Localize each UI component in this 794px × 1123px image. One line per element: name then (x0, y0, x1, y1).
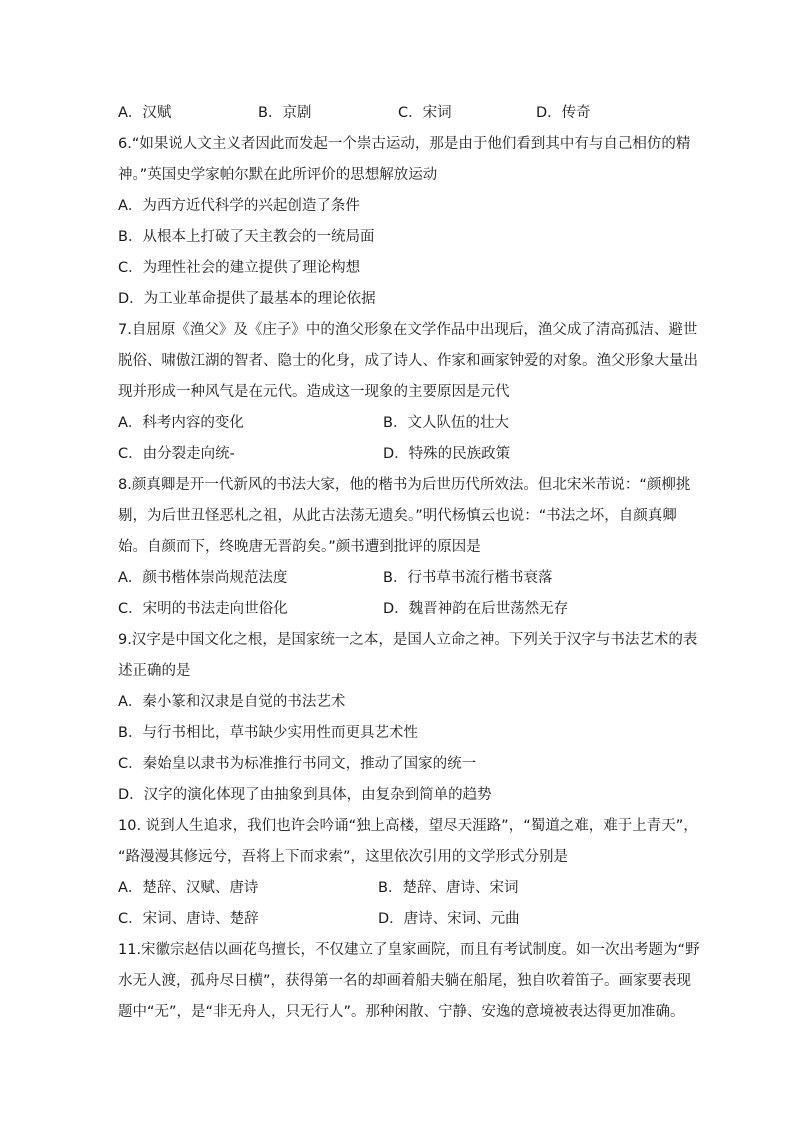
q6-stem-line-2: 神。”英国史学家帕尔默在此所评价的思想解放运动 (118, 167, 438, 183)
q8-option-c: C．宋明的书法走向世俗化 (118, 601, 288, 617)
q7-option-c: C．由分裂走向统- (118, 446, 235, 462)
q5-option-c: C．宋词 (398, 105, 452, 121)
q7-stem-line-3: 现并形成一种风气是在元代。造成这一现象的主要原因是元代 (118, 384, 510, 400)
q8-stem-line-1: 8.颜真卿是开一代新风的书法大家，他的楷书为后世历代所效法。但北宋米芾说：“颜柳挑 (118, 477, 691, 493)
q11-stem-line-2: 水无人渡，孤舟尽日横”，获得第一名的却画着船夫躺在船尾，独自吹着笛子。画家要表现 (118, 973, 692, 989)
q9-option-a: A．秦小篆和汉隶是自觉的书法艺术 (118, 694, 346, 710)
q7-stem-line-2: 脱俗、啸傲江湖的智者、隐士的化身，成了诗人、作家和画家钟爱的对象。渔父形象大量出 (118, 353, 698, 369)
q11-stem-line-3: 题中“无”，是“非无舟人，只无行人”。那种闲散、宁静、安逸的意境被表达得更加准确。 (118, 1004, 685, 1020)
q6-option-a: A．为西方近代科学的兴起创造了条件 (118, 198, 360, 214)
q8-stem-line-3: 始。自颜而下，终晚唐无晋韵矣。”颜书遭到批评的原因是 (118, 539, 481, 555)
q10-stem-line-1: 10. 说到人生追求，我们也许会吟诵“独上高楼，望尽天涯路”，“蜀道之难，难于上青天”， (118, 818, 698, 834)
q5-option-d: D．传奇 (536, 105, 591, 121)
q7-option-a: A．科考内容的变化 (118, 415, 244, 431)
q7-option-d: D．特殊的民族政策 (383, 446, 511, 462)
q10-option-d: D．唐诗、宋词、元曲 (378, 911, 520, 927)
q9-option-b: B．与行书相比，草书缺少实用性而更具艺术性 (118, 725, 418, 741)
q5-option-b: B．京剧 (258, 105, 312, 121)
q5-option-a: A．汉赋 (118, 105, 172, 121)
q7-option-b: B．文人队伍的壮大 (383, 415, 509, 431)
q9-stem-line-2: 述正确的是 (118, 663, 191, 679)
q6-option-b: B．从根本上打破了天主教会的一统局面 (118, 229, 375, 245)
q10-option-a: A．楚辞、汉赋、唐诗 (118, 880, 259, 896)
q10-option-c: C．宋词、唐诗、楚辞 (118, 911, 259, 927)
q8-option-d: D．魏晋神韵在后世荡然无存 (383, 601, 569, 617)
q11-stem-line-1: 11.宋徽宗赵佶以画花鸟擅长，不仅建立了皇家画院，而且有考试制度。如一次出考题为“野 (118, 942, 700, 958)
q9-stem-line-1: 9.汉字是中国文化之根，是国家统一之本，是国人立命之神。下列关于汉字与书法艺术的表 (118, 632, 698, 648)
q8-stem-line-2: 剔，为后世丑怪恶札之祖，从此古法荡无遗矣。”明代杨慎云也说：“书法之坏，自颜真卿 (118, 508, 677, 524)
q7-stem-line-1: 7.自屈原《渔父》及《庄子》中的渔父形象在文学作品中出现后，渔父成了清高孤洁、避世 (118, 322, 698, 338)
q6-stem-line-1: 6.“如果说人文主义者因此而发起一个崇古运动，那是由于他们看到其中有与自己相仿的精 (118, 136, 691, 152)
q9-option-d: D．汉字的演化体现了由抽象到具体，由复杂到简单的趋势 (118, 787, 492, 803)
q9-option-c: C．秦始皇以隶书为标准推行书同文，推动了国家的统一 (118, 756, 477, 772)
q8-option-b: B．行书草书流行楷书衰落 (383, 570, 553, 586)
q8-option-a: A．颜书楷体崇尚规范法度 (118, 570, 288, 586)
q10-stem-line-2: “路漫漫其修远兮，吾将上下而求索”，这里依次引用的文学形式分别是 (118, 849, 569, 865)
q6-option-c: C．为理性社会的建立提供了理论构想 (118, 260, 361, 276)
q10-option-b: B．楚辞、唐诗、宋词 (378, 880, 519, 896)
q6-option-d: D．为工业革命提供了最基本的理论依据 (118, 291, 376, 307)
